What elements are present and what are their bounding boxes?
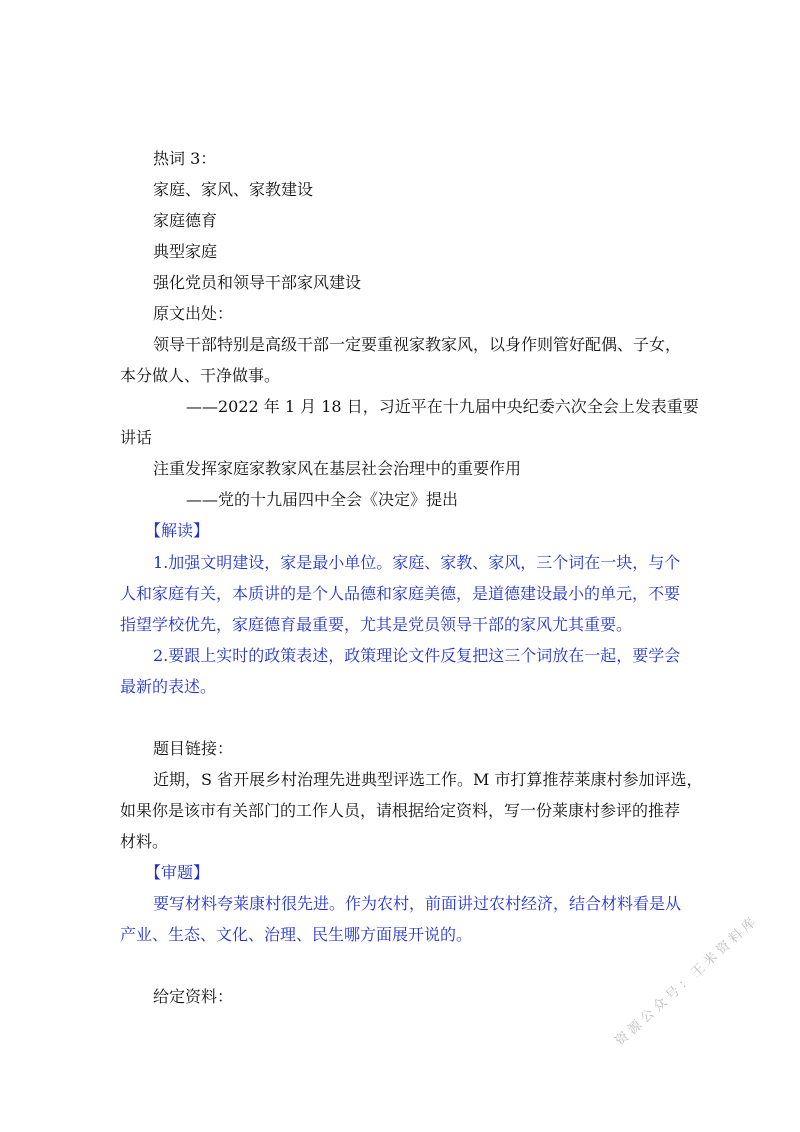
quote-2: 注重发挥家庭家教家风在基层社会治理中的重要作用: [153, 459, 522, 478]
watermark: 资源公众号：王米资料库: [612, 912, 762, 1050]
question-line-3: 材料。: [120, 832, 169, 851]
review-line-2: 产业、生态、文化、治理、民生哪方面展开说的。: [120, 925, 473, 944]
interpretation-p1-line-3: 指望学校优先，家庭德育最重要，尤其是党员领导干部的家风尤其重要。: [120, 615, 633, 634]
hotword-term-4: 强化党员和领导干部家风建设: [153, 273, 362, 292]
interpretation-p2-line-2: 最新的表述。: [120, 677, 217, 696]
hotword-title: 热词 3：: [153, 149, 217, 168]
interpretation-p1-line-2: 人和家庭有关，本质讲的是个人品德和家庭美德，是道德建设最小的单元，不要: [120, 584, 681, 603]
quote-1-line-1: 领导干部特别是高级干部一定要重视家教家风，以身作则管好配偶、子女，: [153, 335, 682, 354]
attribution-1-line-1: ——2022 年 1 月 18 日，习近平在十九届中央纪委六次全会上发表重要: [186, 397, 699, 416]
interpretation-heading: 【解读】: [145, 521, 210, 540]
question-label: 题目链接：: [153, 739, 234, 758]
source-label: 原文出处：: [153, 304, 234, 323]
hotword-term-1: 家庭、家风、家教建设: [153, 180, 314, 199]
attribution-1-line-2: 讲话: [120, 428, 153, 447]
question-line-1: 近期，S 省开展乡村治理先进典型评选工作。M 市打算推荐莱康村参加评选，: [153, 770, 703, 789]
interpretation-p2-line-1: 2.要跟上实时的政策表述，政策理论文件反复把这三个词放在一起，要学会: [153, 646, 681, 665]
review-heading: 【审题】: [145, 863, 210, 882]
review-line-1: 要写材料夸莱康村很先进。作为农村，前面讲过农村经济，结合材料看是从: [153, 894, 682, 913]
attribution-2: ——党的十九届四中全会《决定》提出: [186, 490, 459, 509]
quote-1-line-2: 本分做人、干净做事。: [120, 366, 281, 385]
materials-label: 给定资料：: [153, 987, 234, 1006]
hotword-term-3: 典型家庭: [153, 242, 218, 261]
hotword-term-2: 家庭德育: [153, 211, 218, 230]
question-line-2: 如果你是该市有关部门的工作人员，请根据给定资料，写一份莱康村参评的推荐: [120, 801, 681, 820]
interpretation-p1-line-1: 1.加强文明建设，家是最小单位。家庭、家教、家风，三个词在一块，与个: [153, 553, 681, 572]
